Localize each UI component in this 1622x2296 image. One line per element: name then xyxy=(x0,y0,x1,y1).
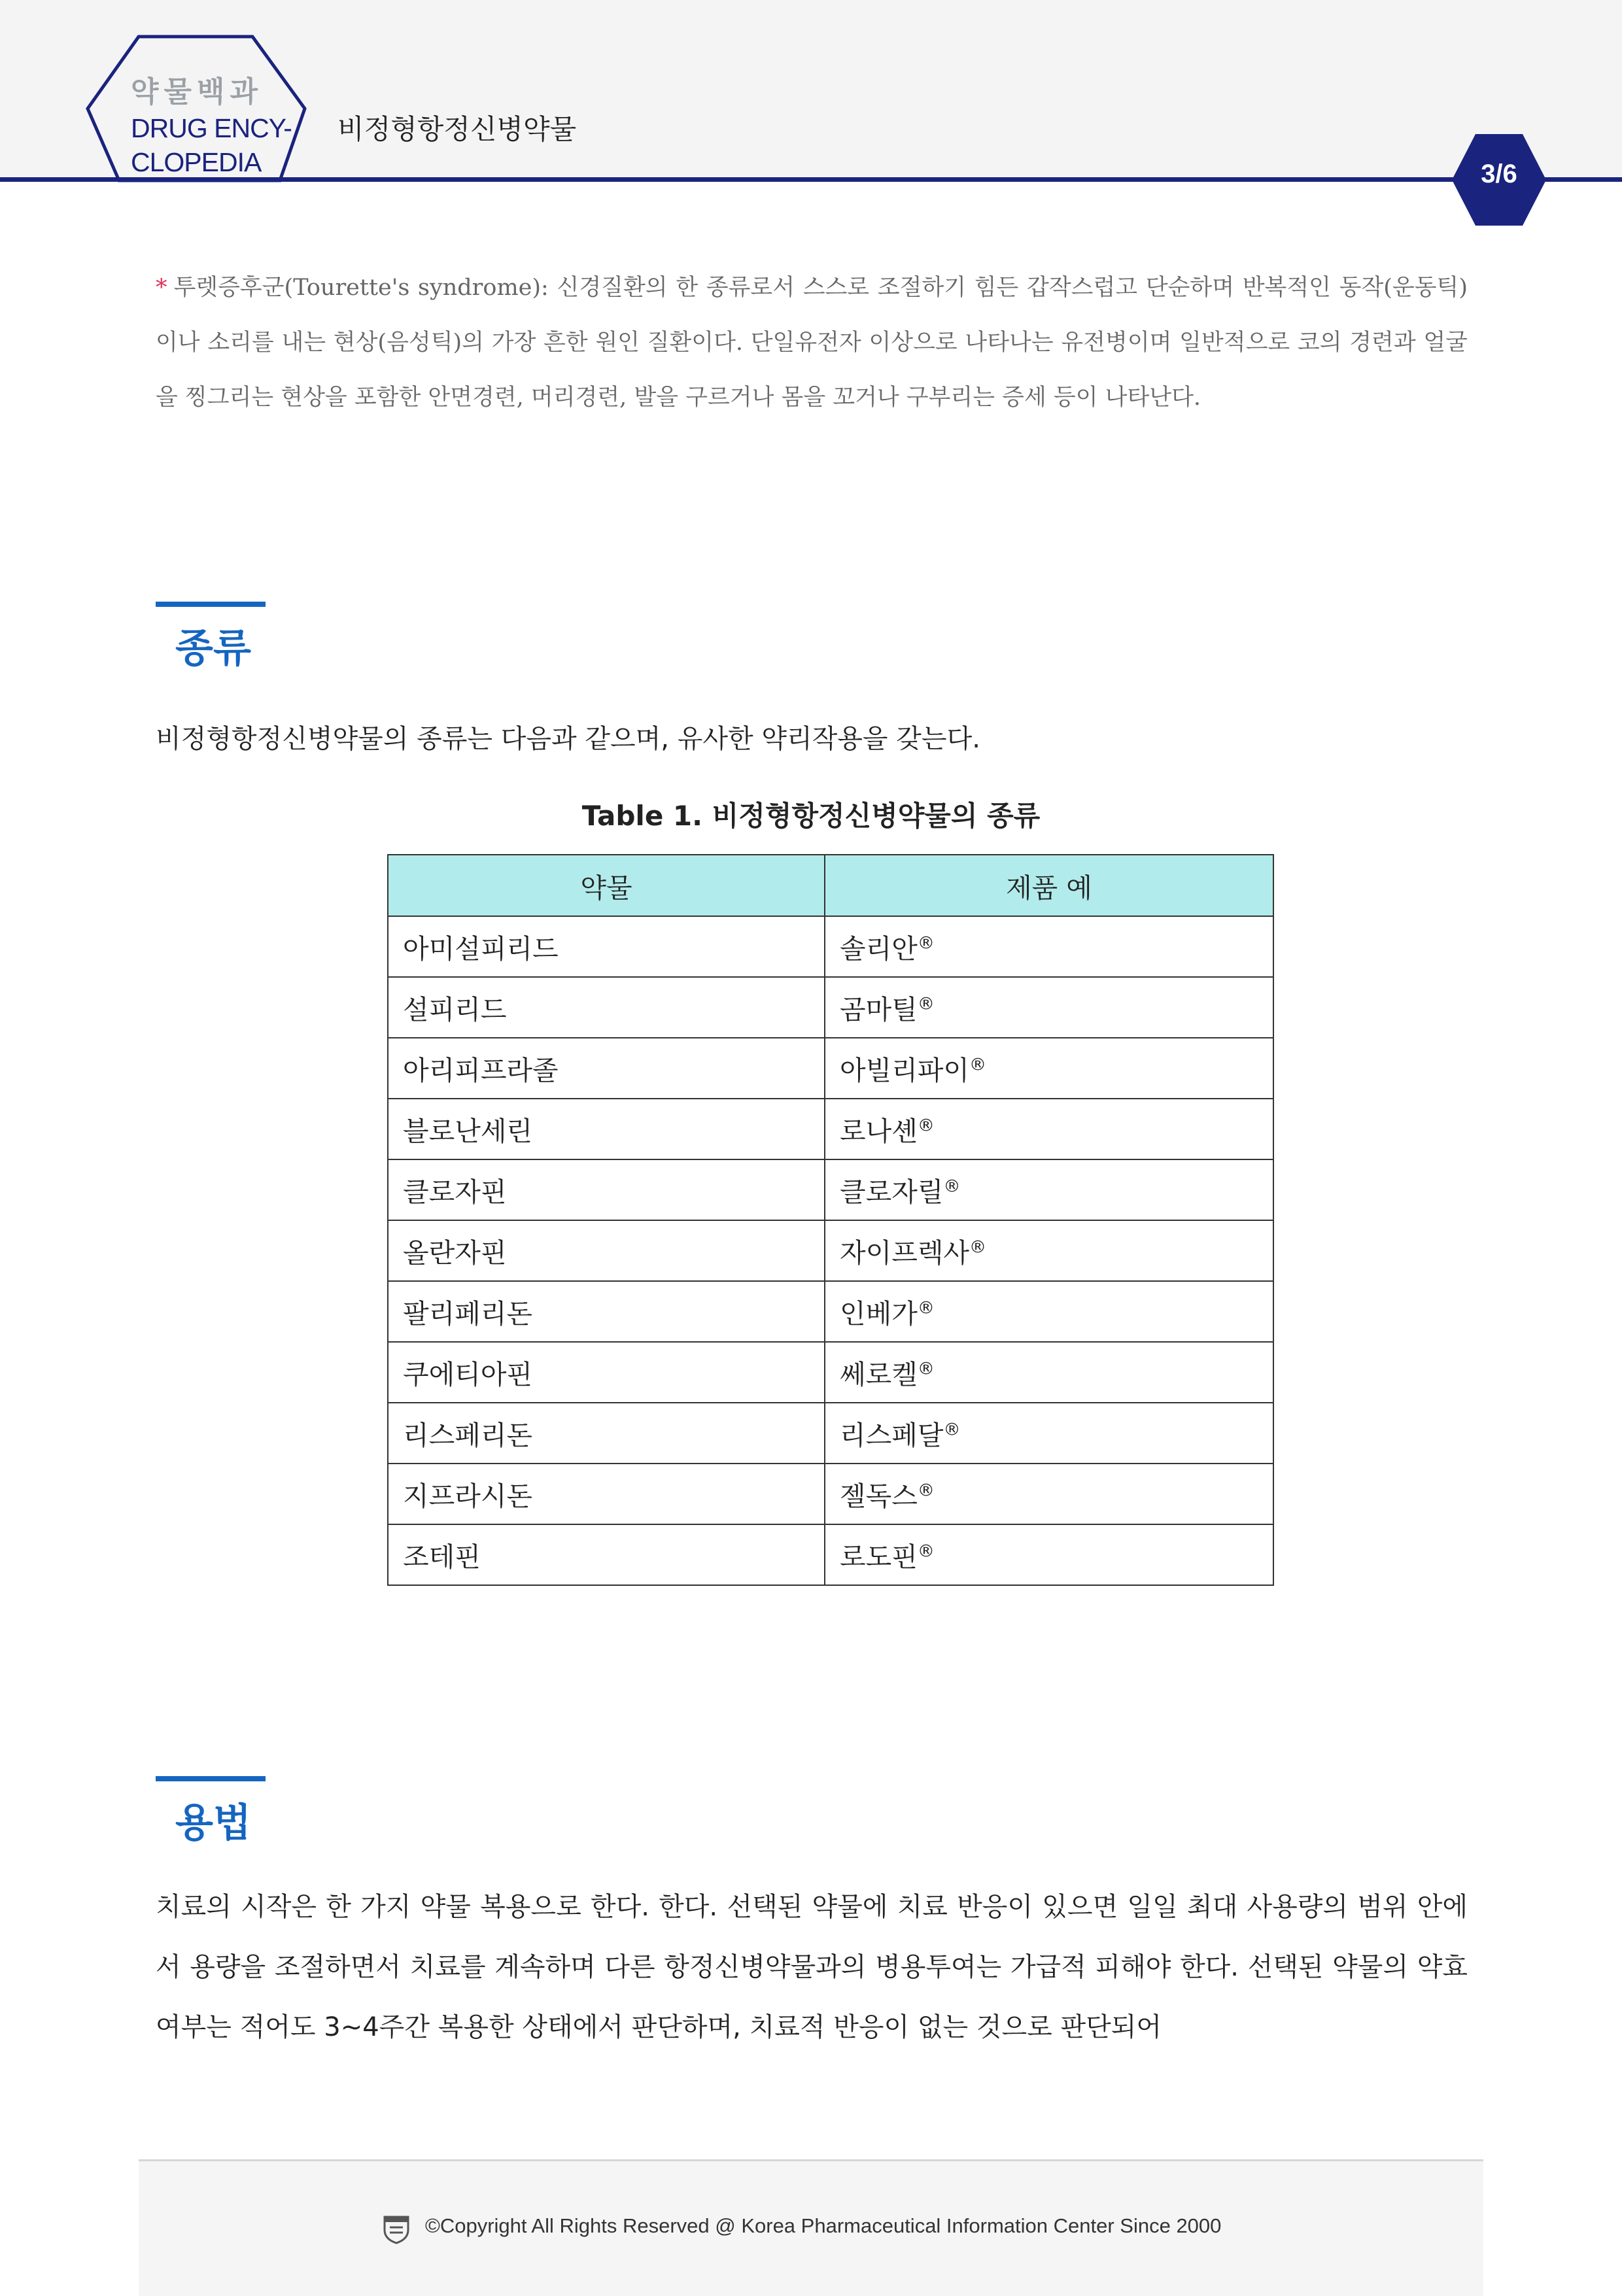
drug-name: 조테핀 xyxy=(388,1524,825,1585)
table-row xyxy=(388,1342,1273,1403)
registered-mark: ® xyxy=(917,1116,935,1136)
product-example: 로도핀® xyxy=(825,1524,1273,1585)
table-row xyxy=(388,1524,1273,1585)
table-row xyxy=(388,1403,1273,1464)
product-example: 아빌리파이® xyxy=(825,1038,1273,1099)
section-usage-text: 치료의 시작은 한 가지 약물 복용으로 한다. 한다. 선택된 약물에 치료 반응이 있으면 일일 최대 사용량의 범위 안에서 용량을 조절하면서 치료를 계속하며 다른 항정신병약물과의 병용투여는 가급적 피해야 한다. 선택된 약물의 약효 여부는 적어도 3~4주간 복용한 상태에서 판단하며, 치료적 반응이 없는 것으로 판단되어 xyxy=(156,1892,1468,2042)
registered-mark: ® xyxy=(917,1541,935,1562)
registered-mark: ® xyxy=(969,1055,987,1075)
table-row xyxy=(388,1038,1273,1099)
drug-name: 지프라시돈 xyxy=(388,1464,825,1524)
product-example: 쎄로켈® xyxy=(825,1342,1273,1403)
document-title: 비정형항정신병약물 xyxy=(337,113,577,145)
registered-mark: ® xyxy=(917,1481,935,1501)
section-types-intro: 비정형항정신병약물의 종류는 다음과 같으며, 유사한 약리작용을 갖는다. xyxy=(156,724,980,754)
table-row xyxy=(388,1099,1273,1159)
logo-english xyxy=(131,111,292,179)
tourette-note xyxy=(156,260,1468,425)
product-example: 솔리안® xyxy=(825,916,1273,977)
logo-english-line1: DRUG ENCY- xyxy=(131,113,292,143)
table-row xyxy=(388,977,1273,1038)
column-header-product: 제품 예 xyxy=(825,855,1273,916)
note-text: 투렛증후군(Tourette's syndrome): 신경질환의 한 종류로서 스스로 조절하기 힘든 갑작스럽고 단순하며 반복적인 동작(운동틱)이나 소리를 내는 현상(음성틱)의 가장 흔한 원인 질환이다. 단일유전자 이상으로 나타나는 유전병이며 일반적으로 코의 경련과 얼굴을 찡그리는 현상을 포함한 안면경련, 머리경련, 발을 구르거나 몸을 꼬거나 구부리는 증세 등이 나타난다. xyxy=(156,275,1468,411)
drug-name: 쿠에티아핀 xyxy=(388,1342,825,1403)
registered-mark: ® xyxy=(969,1237,987,1258)
registered-mark: ® xyxy=(917,1359,935,1379)
table-row xyxy=(388,1220,1273,1281)
drug-name: 올란자핀 xyxy=(388,1220,825,1281)
section-usage-heading: 용법 xyxy=(175,1800,251,1846)
logo-english-line2: CLOPEDIA xyxy=(131,147,262,177)
product-example: 곰마틸® xyxy=(825,977,1273,1038)
drug-name: 아리피프라졸 xyxy=(388,1038,825,1099)
table-row xyxy=(388,916,1273,977)
drug-types-table xyxy=(387,854,1274,1586)
copyright-text: ©Copyright All Rights Reserved @ Korea Pharmaceutical Information Center Since 2000 xyxy=(425,2214,1222,2237)
table-caption: Table 1. 비정형항정신병약물의 종류 xyxy=(581,800,1041,832)
drug-name: 리스페리돈 xyxy=(388,1403,825,1464)
product-example: 리스페달® xyxy=(825,1403,1273,1464)
drug-name: 클로자핀 xyxy=(388,1159,825,1220)
registered-mark: ® xyxy=(917,994,935,1014)
product-example: 젤독스® xyxy=(825,1464,1273,1524)
note-marker: * xyxy=(156,275,167,301)
section-types-bar xyxy=(156,602,266,607)
registered-mark: ® xyxy=(917,933,935,953)
table-row xyxy=(388,1281,1273,1342)
registered-mark: ® xyxy=(943,1176,961,1197)
section-types-heading: 종류 xyxy=(175,626,251,672)
logo-korean: 약물백과 xyxy=(131,75,264,109)
product-example: 로나셴® xyxy=(825,1099,1273,1159)
table-row xyxy=(388,1464,1273,1524)
product-example: 자이프렉사® xyxy=(825,1220,1273,1281)
registered-mark: ® xyxy=(943,1420,961,1440)
kpic-emblem-icon xyxy=(382,2213,411,2244)
header-divider xyxy=(0,177,1622,182)
page-number: 3/6 xyxy=(1481,160,1517,188)
table-header-row xyxy=(388,855,1273,916)
column-header-drug: 약물 xyxy=(388,855,825,916)
product-example: 클로자릴® xyxy=(825,1159,1273,1220)
drug-name: 아미설피리드 xyxy=(388,916,825,977)
product-example: 인베가® xyxy=(825,1281,1273,1342)
section-usage-bar xyxy=(156,1776,266,1781)
drug-name: 설피리드 xyxy=(388,977,825,1038)
table-row xyxy=(388,1159,1273,1220)
drug-name: 팔리페리돈 xyxy=(388,1281,825,1342)
drug-name: 블로난세린 xyxy=(388,1099,825,1159)
registered-mark: ® xyxy=(917,1298,935,1318)
